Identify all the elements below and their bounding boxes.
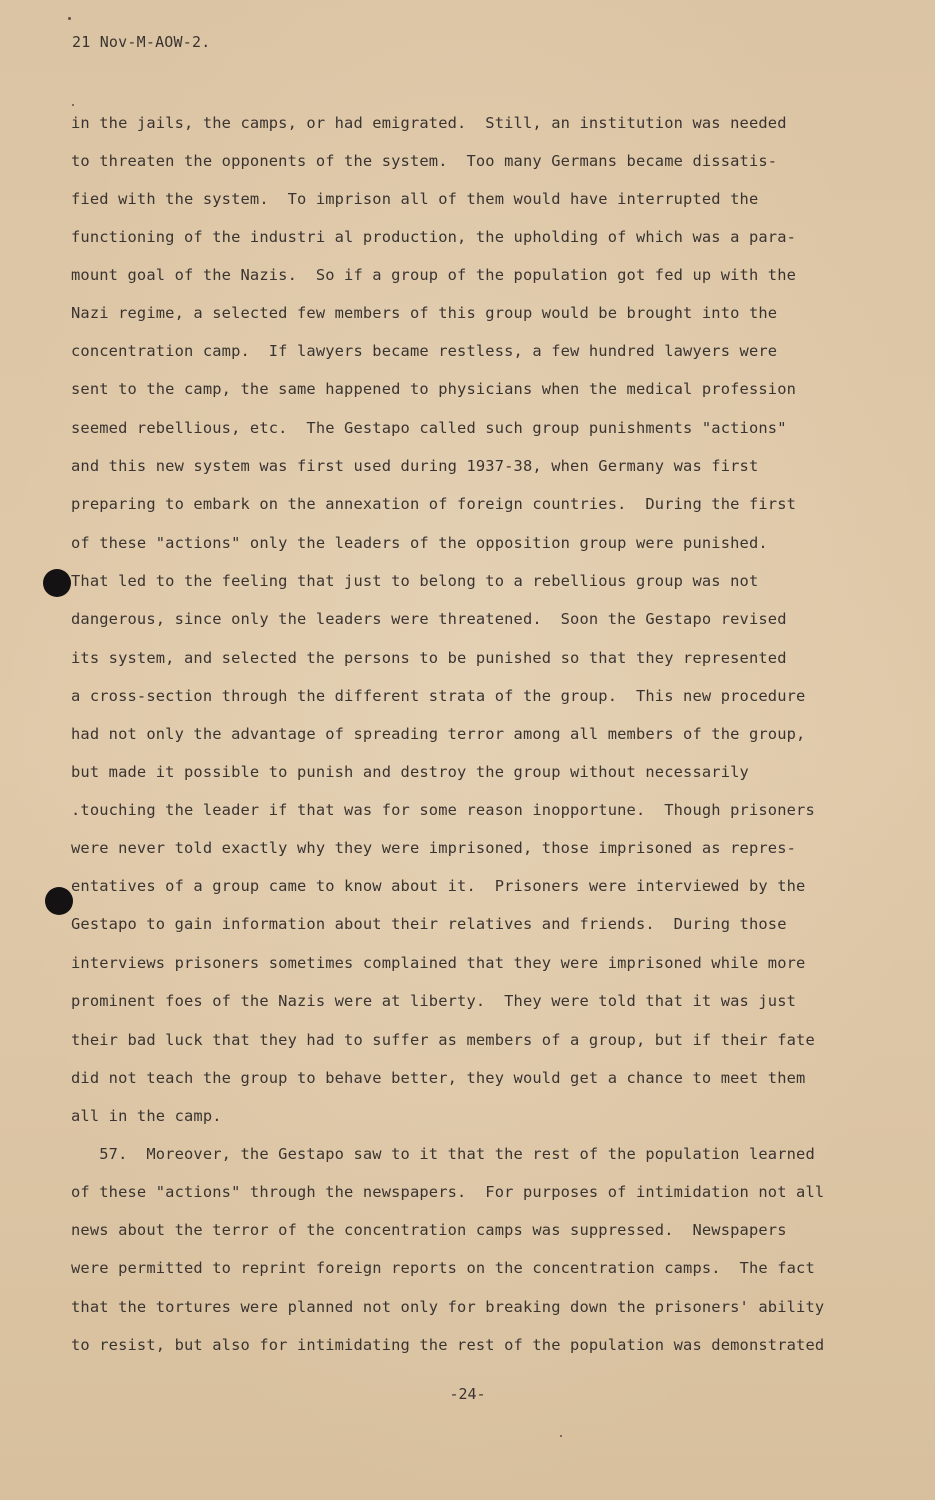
text-line: were never told exactly why they were imprisoned, those imprisoned as repres- xyxy=(71,839,797,857)
text-line: were permitted to reprint foreign reports on the concentration camps. The fact xyxy=(71,1259,815,1277)
text-line: sent to the camp, the same happened to physicians when the medical profession xyxy=(71,380,797,398)
text-line: mount goal of the Nazis. So if a group of the population got fed up with the xyxy=(71,266,797,284)
text-line: a cross-section through the different strata of the group. This new procedure xyxy=(71,687,806,705)
text-line: concentration camp. If lawyers became restless, a few hundred lawyers were xyxy=(71,342,778,360)
text-line: Gestapo to gain information about their relatives and friends. During those xyxy=(71,915,787,933)
text-line: of these "actions" through the newspapers. For purposes of intimidation not all xyxy=(71,1183,825,1201)
text-line: had not only the advantage of spreading terror among all members of the group, xyxy=(71,725,806,743)
text-line: That led to the feeling that just to belong to a rebellious group was not xyxy=(71,572,759,590)
ink-speck xyxy=(72,104,74,106)
text-line: seemed rebellious, etc. The Gestapo called such group punishments "actions" xyxy=(71,419,787,437)
text-line: functioning of the industri al production, the upholding of which was a para- xyxy=(71,228,797,246)
text-line: to resist, but also for intimidating the rest of the population was demonstrated xyxy=(71,1336,825,1354)
text-line: .touching the leader if that was for some reason inopportune. Though prisoners xyxy=(71,801,815,819)
text-line: Nazi regime, a selected few members of this group would be brought into the xyxy=(71,304,778,322)
text-line: prominent foes of the Nazis were at liberty. They were told that it was just xyxy=(71,992,797,1010)
text-line: in the jails, the camps, or had emigrated. Still, an institution was needed xyxy=(71,114,787,132)
text-line: did not teach the group to behave better, they would get a chance to meet them xyxy=(71,1069,806,1087)
text-line: and this new system was first used during 1937-38, when Germany was first xyxy=(71,457,759,475)
text-line: interviews prisoners sometimes complained that they were imprisoned while more xyxy=(71,954,806,972)
text-line: their bad luck that they had to suffer as members of a group, but if their fate xyxy=(71,1031,815,1049)
ink-speck xyxy=(68,17,71,20)
punch-hole-lower xyxy=(45,887,73,915)
page-number: -24- xyxy=(449,1385,486,1403)
punch-hole-upper xyxy=(43,569,71,597)
text-line: 57. Moreover, the Gestapo saw to it that the rest of the population learned xyxy=(71,1145,815,1163)
text-line: all in the camp. xyxy=(71,1107,222,1125)
text-line: but made it possible to punish and destroy the group without necessarily xyxy=(71,763,749,781)
text-line: news about the terror of the concentration camps was suppressed. Newspapers xyxy=(71,1221,787,1239)
ink-speck xyxy=(560,1435,562,1437)
text-line: of these "actions" only the leaders of the opposition group were punished. xyxy=(71,534,768,552)
text-line: fied with the system. To imprison all of them would have interrupted the xyxy=(71,190,759,208)
document-header: 21 Nov-M-AOW-2. xyxy=(72,33,211,51)
text-line: its system, and selected the persons to be punished so that they represented xyxy=(71,649,787,667)
text-line: preparing to embark on the annexation of foreign countries. During the first xyxy=(71,495,797,513)
text-line: dangerous, since only the leaders were threatened. Soon the Gestapo revised xyxy=(71,610,787,628)
text-line: to threaten the opponents of the system. Too many Germans became dissatis- xyxy=(71,152,778,170)
text-line: that the tortures were planned not only for breaking down the prisoners' ability xyxy=(71,1298,825,1316)
text-line: entatives of a group came to know about it. Prisoners were interviewed by the xyxy=(71,877,806,895)
